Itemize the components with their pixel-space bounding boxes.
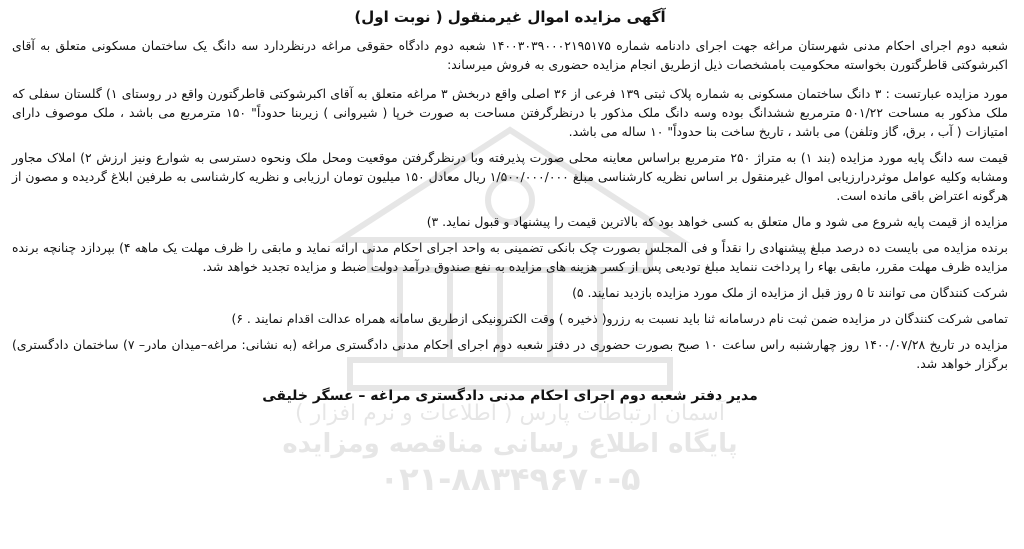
notice-item-2: قیمت سه دانگ پایه مورد مزایده (بند ۱) به متراژ ۲۵۰ مترمربع براساس معاینه محلی صورت پذیرفته وبا درنظرگرفتن موقعیت ومحل ملک ونحوه دسترسی به شوارع ونیز ارزش ۲) املاک مجاور ومشابه وکلیه عوامل موثردرارزیابی اموال غیرمنقول بر اساس نظریه کارشناسی مبلغ ۱/۵۰۰/۰۰۰/۰۰۰ ریال معادل ۱۵۰ میلیون تومان ارزیابی و نظریه کارشناسی به طرفین ابلاغ گردیده و مصون از هرگونه اعتراض باقی مانده است. <box>12 150 1009 203</box>
notice-item-1: مورد مزایده عبارتست : ۳ دانگ ساختمان مسکونی به شماره پلاک ثبتی ۱۳۹ فرعی از ۳۶ اصلی واقع دربخش ۳ مراغه متعلق به آقای اکبرشوکتی قاطرگتورن واقع در روستای ۱) گلستان سفلی که ملک مذکور به مساحت ۵۰۱/۲۲ مترمربع ششدانگ بوده وسه دانگ ملک مذکور با درنظرگرفتن مساحت به صورت خرپا ( شیروانی ) زیربنا حدوداً" ۱۵۰ مترمربع می باشد ، ملک موصوف دارای امتیازات ( آب ، برق، گاز وتلفن) می باشد ، تاریخ ساخت بنا حدوداً" ۱۰ ساله می باشد. <box>12 86 1008 139</box>
watermark-text-2: پایگاه اطلاع رسانی مناقصه ومزایده <box>282 429 738 459</box>
watermark-text-3: ۰۲۱-۸۸۳۴۹۶۷۰-۵ <box>379 460 641 498</box>
notice-title: آگهی مزایده اموال غیرمنقول ( نوبت اول) <box>354 8 666 26</box>
notice-item-6: تمامی شرکت کنندگان در مزایده ضمن ثبت نام درسامانه ثنا باید نسبت به رزرو( ذخیره ) وقت الکترونیکی ازطریق سامانه همراه عدالت اقدام نمایند . ۶) <box>231 311 1008 326</box>
notice-intro: شعبه دوم اجرای احکام مدنی شهرستان مراغه جهت اجرای دادنامه شماره ۱۴۰۰۳۰۳۹۰۰۰۲۱۹۵۱۷۵ شعبه دوم دادگاه حقوقی مراغه درنظردارد سه دانگ یک ساختمان مسکونی متعلق به آقای اکبرشوکتی قاطرگتورن بخواسته محکومیت بامشخصات ذیل ازطریق انجام مزایده حضوری به فروش میرساند: <box>12 38 1008 72</box>
watermark-text-1: آسمان ارتباطات پارس ( اطلاعات و نرم افزار ) <box>295 401 725 426</box>
notice-item-3: مزایده از قیمت پایه شروع می شود و مال متعلق به کسی خواهد بود که بالاترین قیمت را پیشنهاد و قبول نماید. ۳) <box>426 214 1008 229</box>
notice-item-5: شرکت کنندگان می توانند تا ۵ روز قبل از مزایده از ملک مورد مزایده بازدید نمایند. ۵) <box>572 285 1008 300</box>
notice-signature: مدیر دفتر شعبه دوم اجرای احکام مدنی دادگستری مراغه – عسگر خلیقی <box>262 388 758 404</box>
notice-item-4: برنده مزایده می بایست ده درصد مبلغ پیشنهادی را نقداً و فی المجلس بصورت چک بانکی تضمینی به واحد اجرای احکام مدنی ارائه نماید و مابقی را ظرف مهلت یک ماهه ۴) بپردازد چنانچه برنده مزایده ظرف مهلت مقرر، مابقی بهاء را پرداخت ننماید مبلغ تودیعی پس از کسر هزینه های مزایده به نفع صندوق درآمد دولت ضبط و مزایده تجدید خواهد شد. <box>12 240 1008 274</box>
notice-item-7: مزایده در تاریخ ۱۴۰۰/۰۷/۲۸ روز چهارشنبه راس ساعت ۱۰ صبح بصورت حضوری در دفتر شعبه دوم اجرای احکام مدنی دادگستری مراغه (به نشانی: مراغه–میدان مادر– ۷) ساختمان دادگستری) برگزار خواهد شد. <box>12 337 1008 371</box>
